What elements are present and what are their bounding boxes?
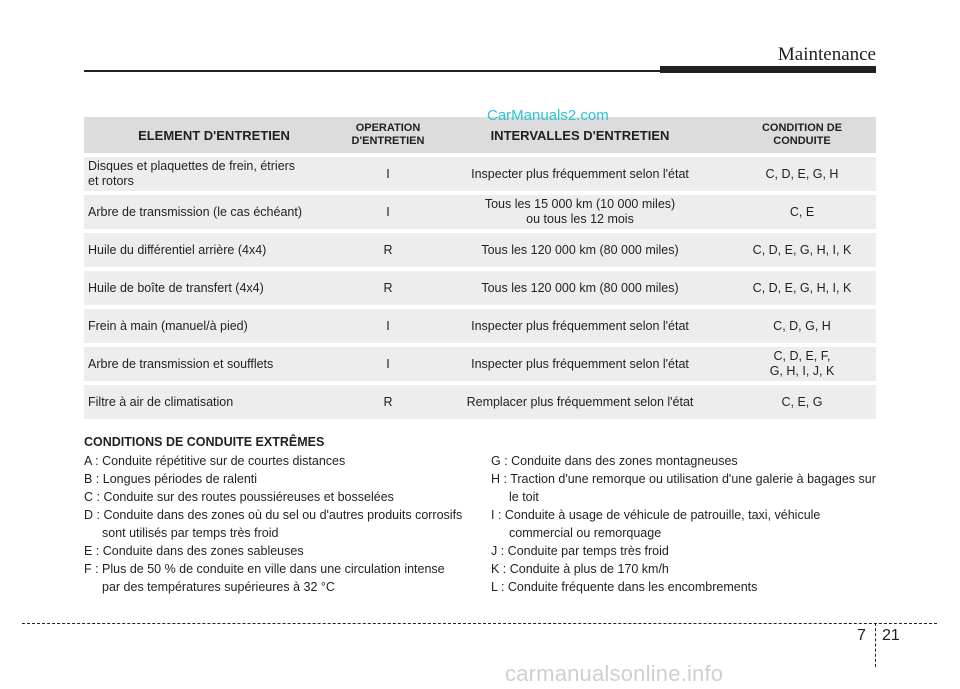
header-rule-bold (660, 66, 876, 73)
header-operation-line1: OPERATION (355, 122, 421, 134)
cell-interval (432, 195, 728, 229)
cell-condition-line1: C, D, E, G, H, I, K (752, 280, 852, 295)
cell-interval-line1: Remplacer plus fréquemment selon l'état (466, 394, 694, 409)
cell-condition-line1: C, E (789, 204, 815, 219)
cell-interval (432, 271, 728, 305)
cell-element-line1: Frein à main (manuel/à pied) (88, 318, 248, 333)
cell-element-line1: Huile du différentiel arrière (4x4) (88, 242, 267, 257)
cell-operation-line1: R (383, 394, 393, 409)
chapter-number: 7 (857, 627, 866, 644)
footer-divider (875, 623, 876, 667)
cell-condition-line1: C, D, E, G, H, I, K (752, 242, 852, 257)
cell-condition-line1: C, D, G, H (773, 318, 831, 333)
section-title: Maintenance (777, 44, 876, 65)
condition-item: H : Traction d'une remorque ou utilisation d'une galerie à bagages sur le toit (491, 472, 876, 504)
conditions-left-column (84, 452, 464, 596)
cell-condition (728, 233, 876, 267)
conditions-right-column (491, 452, 881, 596)
cell-operation-line1: I (386, 166, 390, 181)
condition-item: G : Conduite dans des zones montagneuses (491, 454, 738, 468)
cell-element (84, 347, 344, 381)
cell-interval-line2: ou tous les 12 mois (526, 212, 634, 226)
header-intervals: INTERVALLES D'ENTRETIEN (432, 117, 728, 153)
cell-interval (432, 347, 728, 381)
cell-interval (432, 233, 728, 267)
watermark-top: CarManuals2.com (487, 107, 609, 124)
cell-condition-line1: C, D, E, G, H (765, 166, 839, 181)
cell-element-line1: Huile de boîte de transfert (4x4) (88, 280, 264, 295)
page-number: 21 (882, 627, 900, 644)
cell-element (84, 385, 344, 419)
cell-operation-line1: I (386, 356, 390, 371)
maintenance-table (84, 113, 876, 423)
cell-interval-line1: Tous les 120 000 km (80 000 miles) (481, 280, 679, 295)
cell-interval (432, 385, 728, 419)
footer-rule (22, 623, 937, 624)
cell-element-line1: Arbre de transmission (le cas échéant) (88, 204, 302, 219)
cell-operation-line1: I (386, 318, 390, 333)
cell-condition (728, 385, 876, 419)
cell-operation-line1: R (383, 242, 393, 257)
condition-item: L : Conduite fréquente dans les encombrements (491, 580, 758, 594)
cell-condition (728, 309, 876, 343)
cell-condition-line2: G, H, I, J, K (769, 364, 835, 378)
condition-item: D : Conduite dans des zones où du sel ou d'autres produits corrosifs sont utilisés par temps très froid (84, 508, 463, 540)
condition-item: I : Conduite à usage de véhicule de patrouille, taxi, véhicule commercial ou remorquage (491, 508, 821, 540)
table-row (84, 347, 876, 381)
cell-operation (344, 271, 432, 305)
driving-conditions (84, 433, 884, 594)
cell-operation (344, 309, 432, 343)
cell-condition (728, 271, 876, 305)
cell-element-line2: et rotors (88, 174, 134, 188)
watermark-bottom: carmanualsonline.info (505, 661, 724, 686)
cell-interval-line1: Inspecter plus fréquemment selon l'état (471, 318, 689, 333)
cell-interval-line1: Tous les 15 000 km (10 000 miles) (484, 197, 676, 211)
table-row (84, 233, 876, 267)
cell-element-line1: Arbre de transmission et soufflets (88, 356, 274, 371)
cell-element (84, 309, 344, 343)
table-row (84, 157, 876, 191)
condition-item: C : Conduite sur des routes poussiéreuses et bosselées (84, 490, 394, 504)
header-condition-line2: CONDUITE (773, 135, 831, 147)
cell-operation-line1: I (386, 204, 390, 219)
cell-operation (344, 157, 432, 191)
table-row (84, 385, 876, 419)
cell-element (84, 157, 344, 191)
cell-element-line1: Filtre à air de climatisation (88, 394, 234, 409)
cell-condition-line1: C, E, G (781, 394, 823, 409)
header-operation (344, 117, 432, 153)
cell-interval-line1: Tous les 120 000 km (80 000 miles) (481, 242, 679, 257)
condition-item: B : Longues périodes de ralenti (84, 472, 258, 486)
table-row (84, 195, 876, 229)
cell-interval (432, 309, 728, 343)
header-condition-line1: CONDITION DE (761, 122, 843, 134)
cell-operation (344, 347, 432, 381)
cell-operation (344, 233, 432, 267)
condition-item: F : Plus de 50 % de conduite en ville dans une circulation intense par des températures supérieures à 32 °C (84, 562, 445, 594)
header-rule (84, 70, 664, 72)
cell-element (84, 271, 344, 305)
cell-operation (344, 385, 432, 419)
table-row (84, 271, 876, 305)
condition-item: J : Conduite par temps très froid (491, 544, 669, 558)
table-row (84, 309, 876, 343)
condition-item: E : Conduite dans des zones sableuses (84, 544, 304, 558)
cell-element (84, 195, 344, 229)
cell-operation-line1: R (383, 280, 393, 295)
cell-element (84, 233, 344, 267)
cell-condition (728, 157, 876, 191)
cell-condition (728, 195, 876, 229)
condition-item: A : Conduite répétitive sur de courtes distances (84, 454, 346, 468)
header-operation-line2: D'ENTRETIEN (351, 135, 425, 147)
table-header-row (84, 117, 876, 153)
condition-item: K : Conduite à plus de 170 km/h (491, 562, 669, 576)
cell-condition-line1: C, D, E, F, (773, 349, 831, 363)
cell-condition (728, 347, 876, 381)
cell-interval (432, 157, 728, 191)
cell-interval-line1: Inspecter plus fréquemment selon l'état (471, 166, 689, 181)
conditions-title: CONDITIONS DE CONDUITE EXTRÊMES (84, 435, 325, 449)
header-condition (728, 117, 876, 153)
cell-operation (344, 195, 432, 229)
cell-interval-line1: Inspecter plus fréquemment selon l'état (471, 356, 689, 371)
header-element: ELEMENT D'ENTRETIEN (84, 117, 344, 153)
cell-element-line1: Disques et plaquettes de frein, étriers (88, 159, 296, 173)
